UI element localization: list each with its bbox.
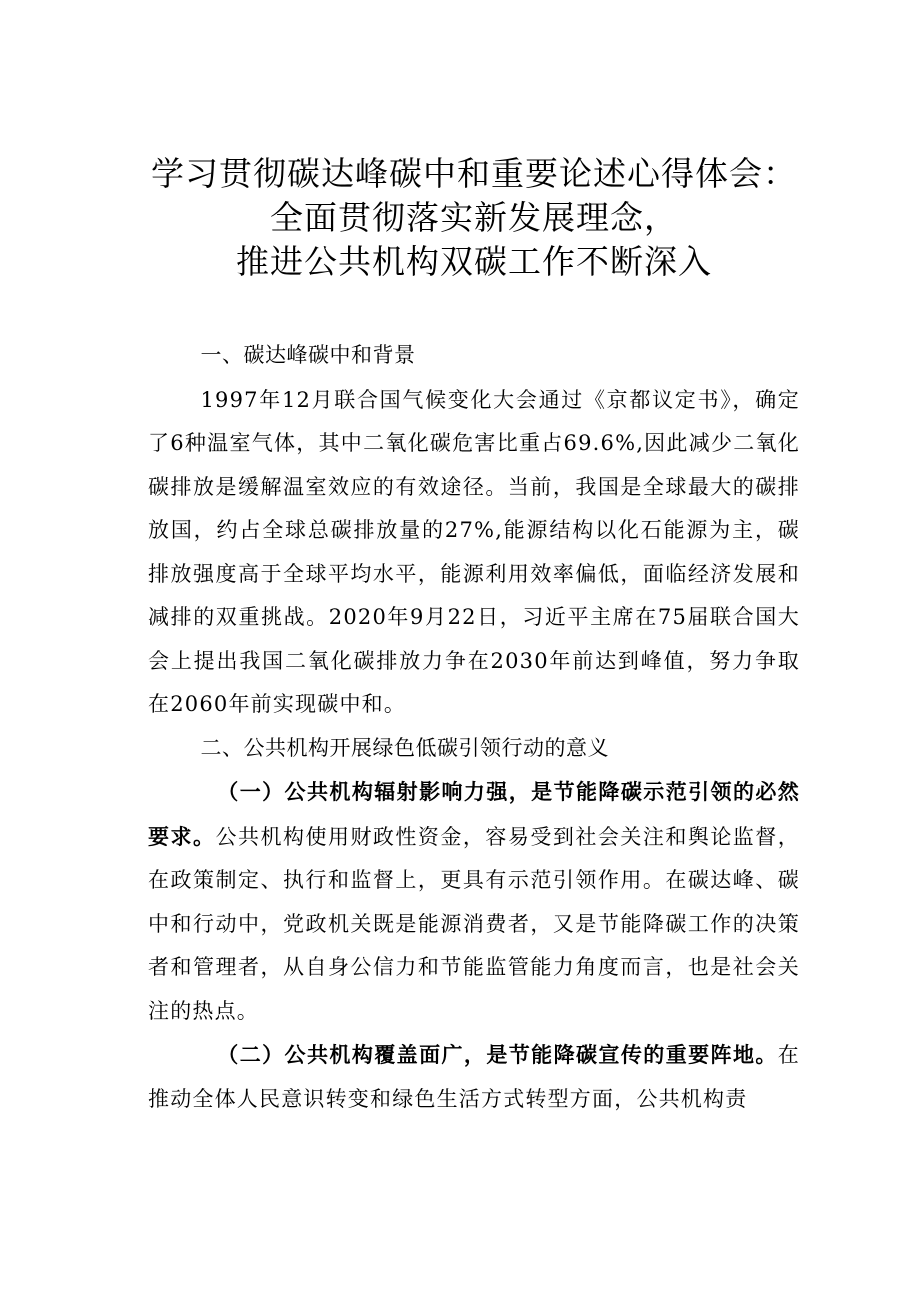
section-2-paragraph-1 <box>148 770 800 1033</box>
document-page <box>148 152 800 1121</box>
section-2-paragraph-2 <box>148 1033 800 1121</box>
paragraph-text: 公共机构使用财政性资金，容易受到社会关注和舆论监督，在政策制定、执行和监督上，更具有示范引领作用。在碳达峰、碳中和行动中，党政机关既是能源消费者，又是节能降碳工作的决策者和管理者，从自身公信力和节能监管能力角度而言，也是社会关注的热点。 <box>148 824 800 1023</box>
paragraph-text: 1997年12月联合国气候变化大会通过《京都议定书》，确定了6种温室气体，其中二氧化碳危害比重占69.6%,因此减少二氧化碳排放是缓解温室效应的有效途径。当前，我国是全球最大的碳排放国，约占全球总碳排放量的27%,能源结构以化石能源为主，碳排放强度高于全球平均水平，能源利用效率偏低，面临经济发展和减排的双重挑战。2020年9月22日，习近平主席在75届联合国大会上提出我国二氧化碳排放力争在2030年前达到峰值，努力争取在2060年前实现碳中和。 <box>148 387 800 716</box>
title-line-2: 全面贯彻落实新发展理念， <box>270 198 678 237</box>
title-line-1: 学习贯彻碳达峰碳中和重要论述心得体会： <box>151 154 797 193</box>
paragraph-text: 在推动全体人民意识转变和绿色生活方式转型方面，公共机构责 <box>148 1043 800 1111</box>
paragraph-lead: （一）公共机构辐射影响力强，是节能降碳示范引领的必然要求。 <box>148 779 800 849</box>
paragraph-lead: （二）公共机构覆盖面广，是节能降碳宣传的重要阵地。 <box>217 1042 778 1067</box>
document-title <box>148 152 800 284</box>
section-1-heading: 一、碳达峰碳中和背景 <box>200 343 416 367</box>
section-1-paragraph-1 <box>148 378 800 727</box>
title-line-3: 推进公共机构双碳工作不断深入 <box>236 242 712 281</box>
section-2-heading: 二、公共机构开展绿色低碳引领行动的意义 <box>200 735 609 760</box>
